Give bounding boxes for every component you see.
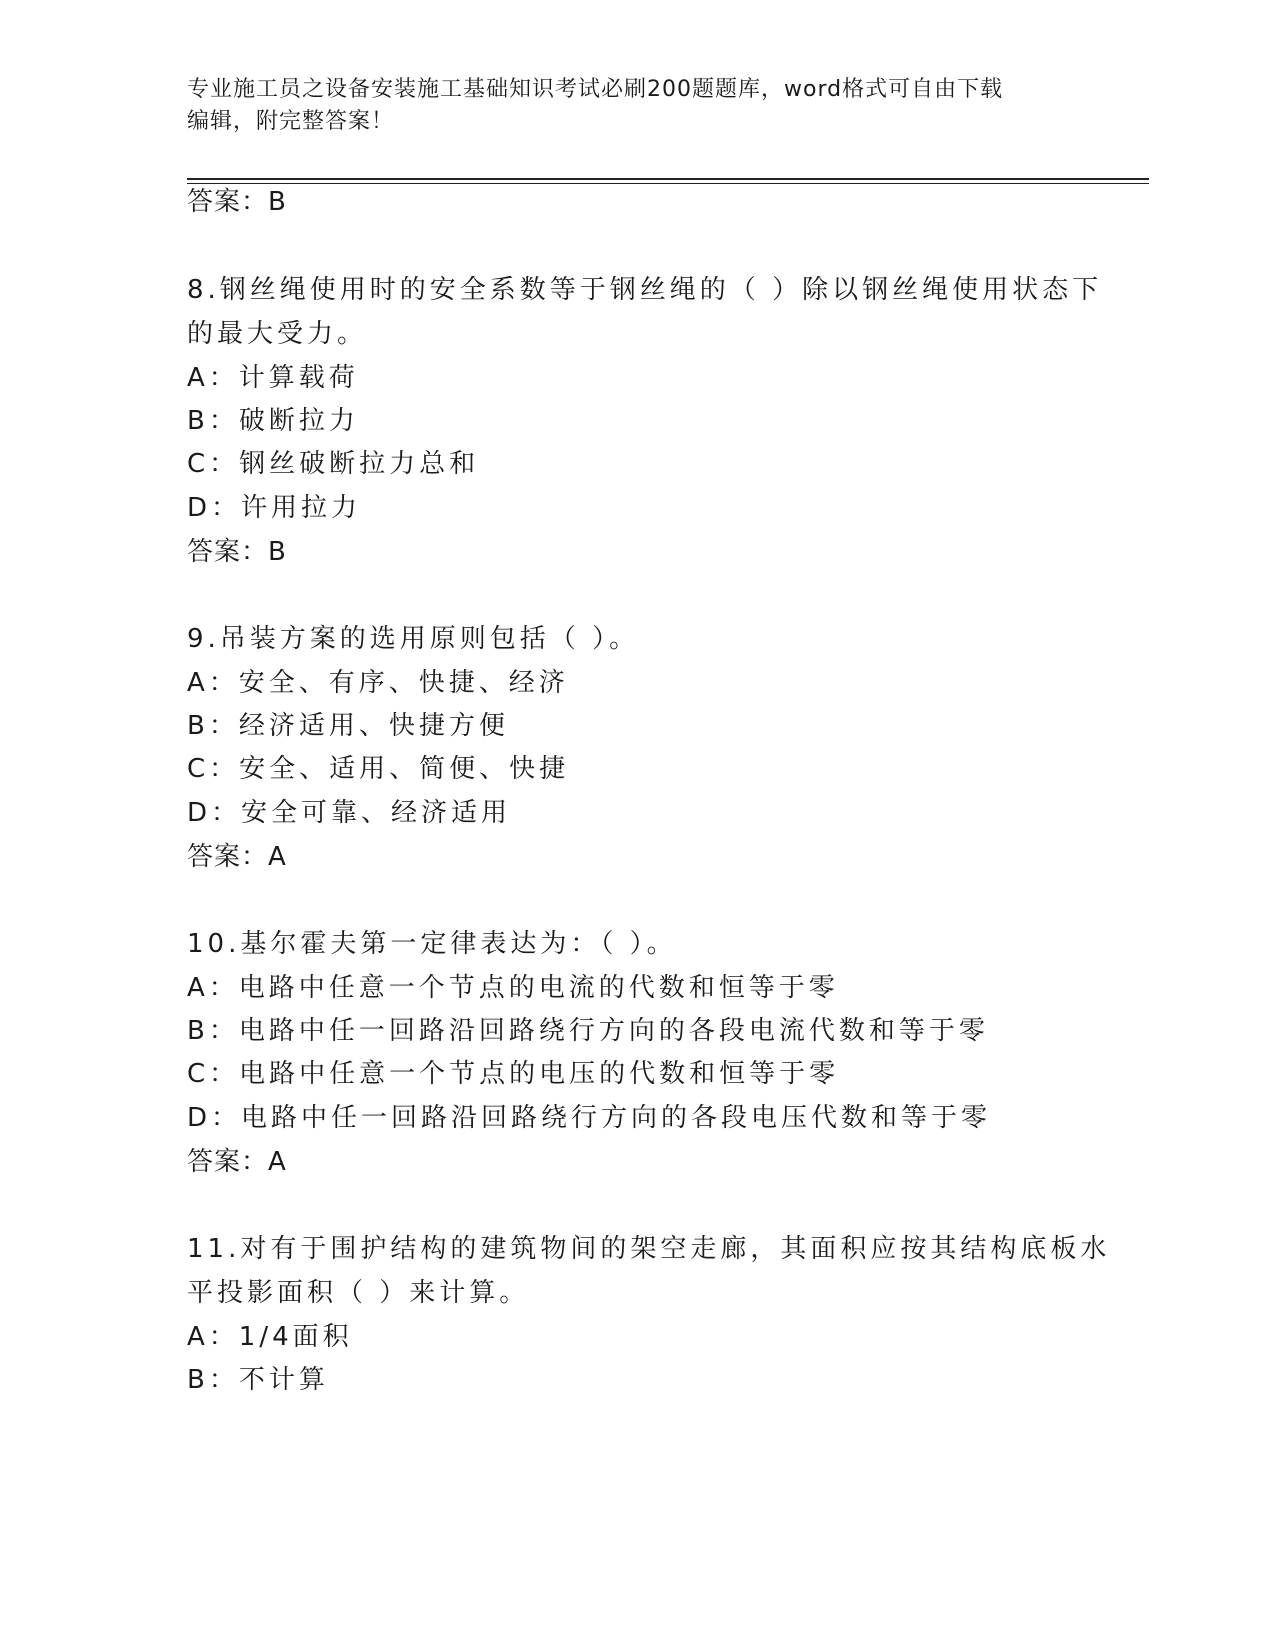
answer: 答案：A [187, 842, 287, 872]
header-rule-thin [187, 183, 1149, 184]
option-d: D：许用拉力 [187, 493, 362, 523]
option-d: D：安全可靠、经济适用 [187, 798, 512, 828]
option-c: C：钢丝破断拉力总和 [187, 449, 480, 479]
option-b: B：不计算 [187, 1365, 329, 1395]
option-b: B：电路中任一回路沿回路绕行方向的各段电流代数和等于零 [187, 1016, 989, 1046]
option-c: C：电路中任意一个节点的电压的代数和恒等于零 [187, 1059, 840, 1089]
previous-answer: 答案：B [187, 187, 287, 217]
header-title-line-1: 专业施工员之设备安装施工基础知识考试必刷200题题库，word格式可自由下载 [187, 77, 1004, 102]
question-text-line: 11.对有于围护结构的建筑物间的架空走廊，其面积应按其结构底板水 [187, 1234, 1111, 1264]
question-text-line: 9.吊装方案的选用原则包括（ ）。 [187, 624, 640, 654]
header-rule-thick [187, 178, 1149, 180]
question-text-line: 的最大受力。 [187, 319, 368, 349]
option-d: D：电路中任一回路沿回路绕行方向的各段电压代数和等于零 [187, 1103, 992, 1133]
option-a: A：电路中任意一个节点的电流的代数和恒等于零 [187, 973, 839, 1003]
question-text-line: 10.基尔霍夫第一定律表达为：（ ）。 [187, 929, 677, 959]
option-a: A：安全、有序、快捷、经济 [187, 668, 569, 698]
option-a: A：1/4面积 [187, 1322, 353, 1352]
option-a: A：计算载荷 [187, 363, 359, 393]
answer: 答案：B [187, 537, 287, 567]
option-b: B：破断拉力 [187, 406, 359, 436]
question-text-line: 8.钢丝绳使用时的安全系数等于钢丝绳的（ ）除以钢丝绳使用状态下 [187, 275, 1103, 305]
header-title-line-2: 编辑，附完整答案！ [187, 109, 395, 134]
option-c: C：安全、适用、简便、快捷 [187, 754, 570, 784]
question-text-line: 平投影面积（ ）来计算。 [187, 1278, 530, 1308]
answer: 答案：A [187, 1147, 287, 1177]
option-b: B：经济适用、快捷方便 [187, 711, 509, 741]
document-header [187, 74, 1067, 138]
